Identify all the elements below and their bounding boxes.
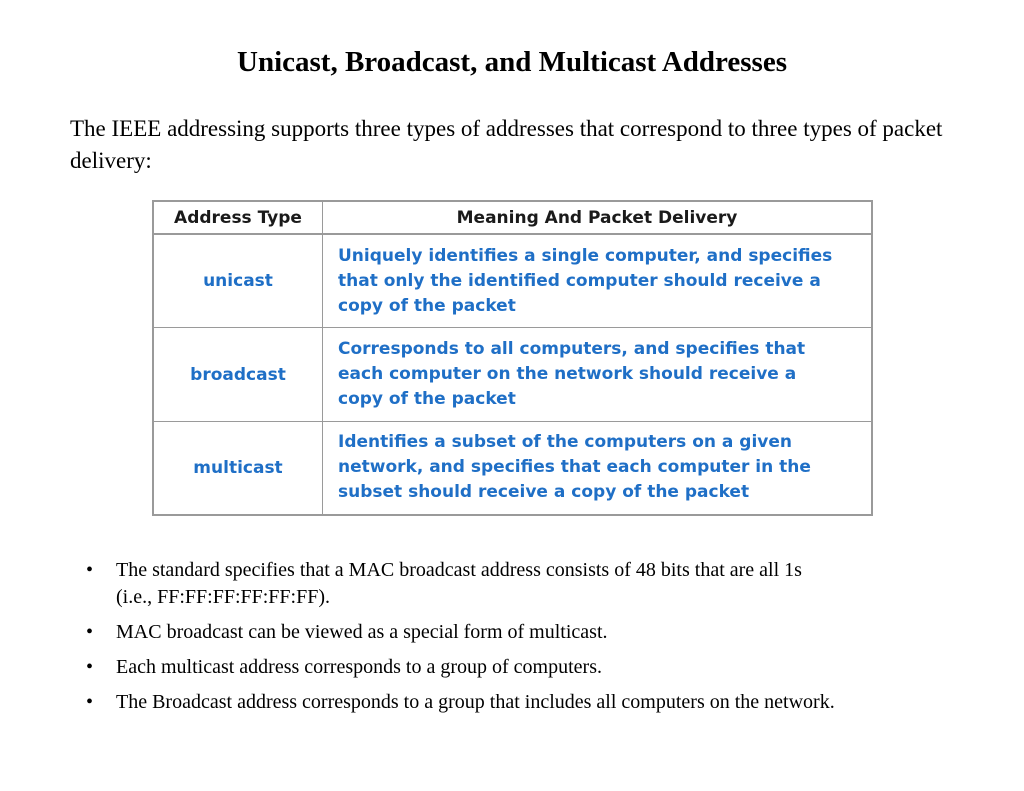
meaning-line: each computer on the network should receive a [338,364,797,385]
header-meaning: Meaning And Packet Delivery [323,202,872,235]
intro-paragraph: The IEEE addressing supports three types of addresses that correspond to three types of packet delivery: [70,116,943,173]
bullet-text-line: The Broadcast address corresponds to a group that includes all computers on the network. [116,691,835,713]
bullet-icon: • [86,691,94,713]
bullet-icon: • [86,621,94,643]
meaning-line: network, and specifies that each computer in the [338,457,811,478]
cell-type-broadcast: broadcast [154,328,323,421]
cell-type-multicast: multicast [154,421,323,514]
meaning-line: that only the identified computer should receive a [338,270,821,291]
address-table [153,201,872,515]
table-row-unicast [154,234,872,328]
bullet-item [84,689,984,716]
cell-meaning-unicast [323,234,872,328]
bullet-text-line: The standard specifies that a MAC broadcast address consists of 48 bits that are all 1s [116,559,802,581]
meaning-line: Identifies a subset of the computers on a given [338,432,793,453]
bullet-item [84,654,984,681]
header-address-type: Address Type [154,202,323,235]
cell-type-unicast: unicast [154,234,323,328]
bullet-text-line: MAC broadcast can be viewed as a special form of multicast. [116,621,608,643]
table-row-broadcast [154,328,872,421]
bullet-list [84,557,984,724]
meaning-line: subset should receive a copy of the packet [338,482,750,503]
bullet-text-line: (i.e., FF:FF:FF:FF:FF:FF). [116,586,331,608]
slide-title: Unicast, Broadcast, and Multicast Addresses [237,46,787,78]
bullet-text-line: Each multicast address corresponds to a group of computers. [116,656,602,678]
meaning-line: Corresponds to all computers, and specifies that [338,339,806,360]
bullet-item [84,619,984,646]
bullet-icon: • [86,559,94,581]
cell-meaning-broadcast [323,328,872,421]
cell-meaning-multicast [323,421,872,514]
bullet-item [84,557,984,611]
table-header-row [154,202,872,235]
table-row-multicast [154,421,872,514]
bullet-icon: • [86,656,94,678]
meaning-line: Uniquely identifies a single computer, and specifies [338,245,833,266]
meaning-line: copy of the packet [338,295,516,316]
meaning-line: copy of the packet [338,389,516,410]
address-types-table [152,200,873,516]
